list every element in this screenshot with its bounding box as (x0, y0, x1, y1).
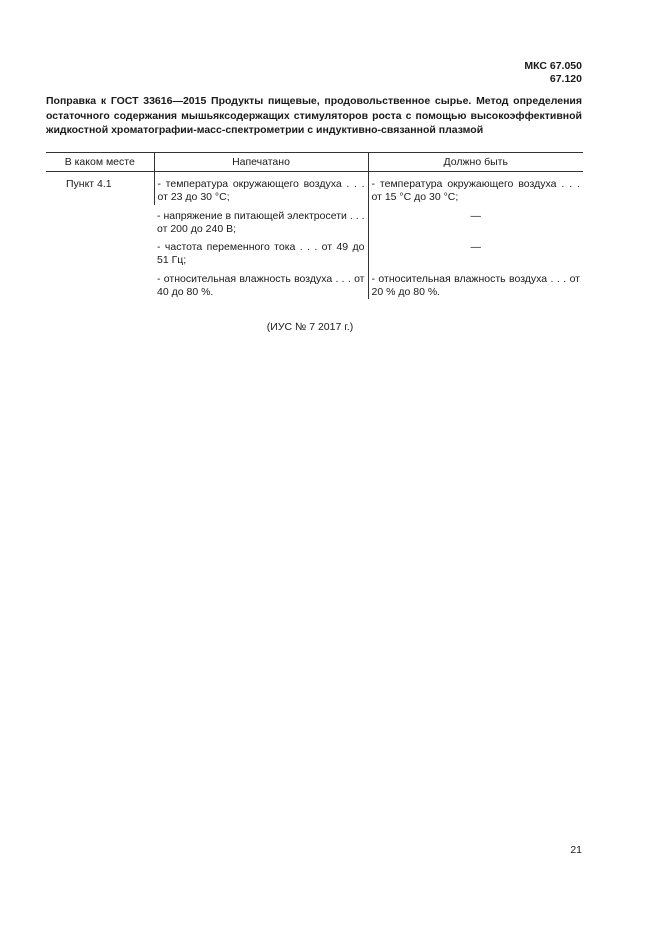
source-reference: (ИУС № 7 2017 г.) (266, 321, 354, 333)
printed-cell: - относительная влажность воздуха . . . от 40 до 80 %. (157, 273, 365, 298)
document-title: Поправка к ГОСТ 33616—2015 Продукты пищевые, продовольственное сырье. Метод определения остаточного содержания мышьяксодержащих стимуляторов роста с помощью высокоэффективной жидкостной хроматографии-масс-спектрометрии с индуктивно-связанной плазмой (46, 95, 582, 136)
mks-code-line-2: 67.120 (549, 73, 582, 85)
correct-cell: - температура окружающего воздуха . . . от 15 °С до 30 °С; (368, 172, 583, 206)
correct-cell: — (368, 236, 583, 267)
corrections-table-container (46, 152, 583, 299)
printed-cell: - частота переменного тока . . . от 49 до 51 Гц; (157, 241, 365, 266)
printed-cell: - температура окружающего воздуха . . . от 23 до 30 °С; (154, 172, 368, 206)
printed-cell: - напряжение в питающей электросети . . . от 200 до 240 В; (157, 210, 365, 235)
mks-code-line-1: МКС 67.050 (524, 60, 582, 72)
table-row (46, 172, 583, 206)
correct-cell: - относительная влажность воздуха . . . от 20 % до 80 %. (368, 267, 583, 299)
corrections-table (46, 152, 583, 299)
page-number: 21 (570, 844, 582, 856)
place-cell: Пункт 4.1 (66, 178, 112, 190)
header-printed: Напечатано (154, 153, 368, 172)
classification-code (524, 60, 582, 86)
header-correct: Должно быть (368, 153, 583, 172)
header-place: В каком месте (46, 153, 154, 172)
correct-cell: — (368, 205, 583, 236)
table-header-row (46, 153, 583, 172)
